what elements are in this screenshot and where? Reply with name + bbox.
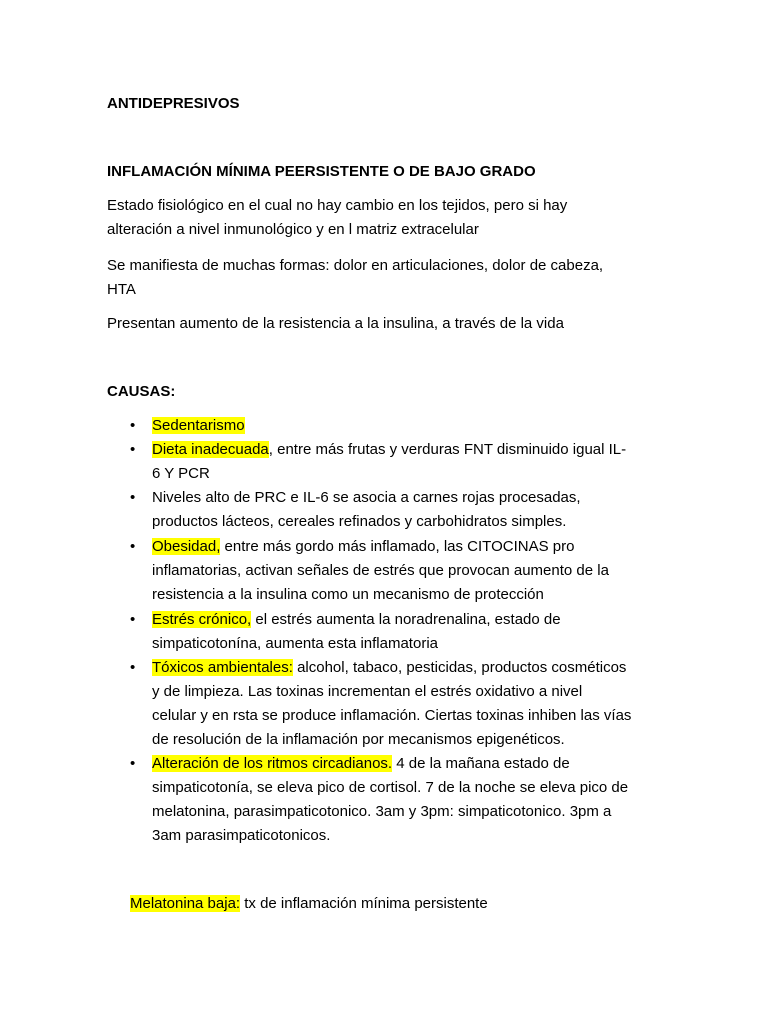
- highlighted-term: Tóxicos ambientales:: [152, 659, 293, 676]
- highlighted-term: Dieta inadecuada: [152, 441, 269, 458]
- paragraph-line: alteración a nivel inmunológico y en l matriz extracelular: [107, 221, 479, 238]
- list-item-text: 4 de la mañana estado de: [392, 755, 570, 772]
- list-item-text: el estrés aumenta la noradrenalina, estado de: [251, 611, 561, 628]
- bullet-marker: •: [130, 538, 136, 555]
- bullet-marker: •: [130, 755, 136, 772]
- footer-line: [130, 894, 488, 914]
- list-item: [152, 416, 245, 436]
- causes-heading: CAUSAS:: [107, 383, 176, 400]
- bullet-marker: •: [130, 417, 136, 434]
- document-title: ANTIDEPRESIVOS: [107, 95, 240, 112]
- highlighted-term: Sedentarismo: [152, 417, 245, 434]
- bullet-marker: •: [130, 489, 136, 506]
- list-item-continuation: celular y en rsta se produce inflamación. Ciertas toxinas inhiben las vías: [152, 707, 632, 724]
- list-item: [152, 610, 561, 630]
- list-item-text: alcohol, tabaco, pesticidas, productos cosméticos: [292, 659, 627, 676]
- list-item-continuation: 6 Y PCR: [152, 465, 210, 482]
- bullet-marker: •: [130, 659, 136, 676]
- footer-text: tx de inflamación mínima persistente: [240, 895, 488, 912]
- paragraph-line: Estado fisiológico en el cual no hay cambio en los tejidos, pero si hay: [107, 197, 568, 214]
- paragraph-line: Presentan aumento de la resistencia a la insulina, a través de la vida: [107, 315, 564, 332]
- highlighted-term: Obesidad,: [152, 538, 221, 555]
- list-item: [152, 440, 626, 460]
- highlighted-term: Melatonina baja:: [130, 895, 241, 912]
- list-item: [152, 754, 570, 774]
- list-item-continuation: y de limpieza. Las toxinas incrementan el estrés oxidativo a nivel: [152, 683, 583, 700]
- bullet-marker: •: [130, 611, 136, 628]
- list-item: [152, 658, 626, 678]
- list-item-continuation: 3am parasimpaticotonicos.: [152, 827, 331, 844]
- list-item-continuation: resistencia a la insulina como un mecanismo de protección: [152, 586, 544, 603]
- highlighted-term: Alteración de los ritmos circadianos.: [152, 755, 393, 772]
- list-item-text: Niveles alto de PRC e IL-6 se asocia a carnes rojas procesadas,: [152, 489, 581, 506]
- list-item-continuation: simpaticotonía, se eleva pico de cortisol. 7 de la noche se eleva pico de: [152, 779, 629, 796]
- list-item: [152, 537, 574, 557]
- list-item-continuation: melatonina, parasimpaticotonico. 3am y 3pm: simpaticotonico. 3pm a: [152, 803, 612, 820]
- highlighted-term: Estrés crónico,: [152, 611, 252, 628]
- list-item: [152, 488, 581, 508]
- section-heading: INFLAMACIÓN MÍNIMA PEERSISTENTE O DE BAJO GRADO: [107, 163, 536, 180]
- list-item-text: entre más gordo más inflamado, las CITOCINAS pro: [220, 538, 575, 555]
- list-item-continuation: de resolución de la inflamación por mecanismos epigenéticos.: [152, 731, 565, 748]
- paragraph-line: HTA: [107, 281, 136, 298]
- list-item-continuation: inflamatorias, activan señales de estrés que provocan aumento de la: [152, 562, 609, 579]
- bullet-marker: •: [130, 441, 136, 458]
- list-item-text: , entre más frutas y verduras FNT disminuido igual IL-: [268, 441, 627, 458]
- paragraph-line: Se manifiesta de muchas formas: dolor en articulaciones, dolor de cabeza,: [107, 257, 604, 274]
- list-item-continuation: simpaticotonína, aumenta esta inflamatoria: [152, 635, 438, 652]
- list-item-continuation: productos lácteos, cereales refinados y carbohidratos simples.: [152, 513, 567, 530]
